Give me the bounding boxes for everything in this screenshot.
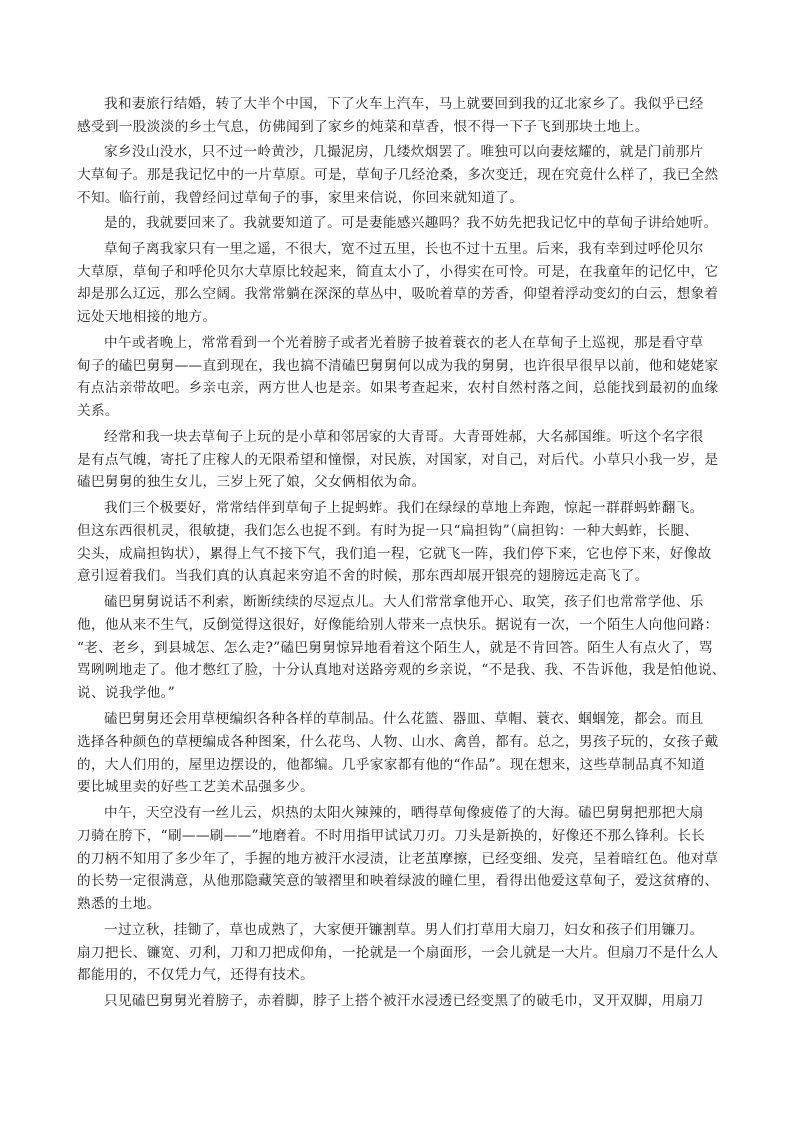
paragraph: [77, 497, 729, 589]
text-line: 磕巴舅舅的独生女儿，三岁上死了娘，父女俩相依为命。: [77, 474, 426, 491]
text-line: 是有点气魄，寄托了庄稼人的无限希望和憧憬，对民族，对国家，对自己，对后代。小草只小我一岁，是: [77, 451, 719, 468]
text-line: 意引逗着我们。当我们真的认真起来穷追不舍的时候，那东西却展开银亮的翅膀远走高飞了。: [77, 568, 649, 585]
text-line: 不知。临行前，我曾经问过草甸子的事，家里来信说，你回来就知道了。: [77, 190, 524, 207]
text-line: 家乡没山没水，只不过一岭黄沙，几撮泥房，几缕炊烟罢了。唯独可以向妻炫耀的，就是门前那片: [104, 144, 704, 161]
text-line: 选择各种颜色的草梗编成各种图案，什么花鸟、人物、山水、禽兽，都有。总之，男孩子玩的，女孩子戴: [77, 733, 719, 750]
text-line: 但这东西很机灵，很敏捷，我们怎么也捉不到。有时为捉一只“扁担钩”（扁担钩：一种大蚂蚱，长腿、: [77, 522, 699, 539]
text-line: 大草甸子。那是我记忆中的一片草原。可是，草甸子几经沧桑，多次变迁，现在究竟什么样了，我已全然: [77, 167, 719, 184]
text-line: 说、说我学他。”: [77, 685, 176, 702]
paragraph: [77, 212, 729, 235]
paragraph: [77, 332, 729, 424]
text-line: 草甸子离我家只有一里之遥，不很大，宽不过五里，长也不过十五里。后来，我有幸到过呼伦贝尔: [104, 240, 704, 257]
text-line: 的刀柄不知用了多少年了，手握的地方被汗水浸渍，让老茧摩擦，已经变细、发亮，呈着暗红色。他对草: [77, 850, 719, 867]
text-line: 熟悉的土地。: [77, 896, 161, 913]
text-line: 远处天地相接的地方。: [77, 309, 217, 326]
paragraph: [77, 990, 729, 1013]
paragraph: [77, 708, 729, 800]
text-line: 有点沾亲带故吧。乡亲屯亲，两方世人也是亲。如果考查起来，农村自然村落之间，总能找到最初的血缘: [77, 380, 719, 397]
paragraph: [77, 141, 729, 210]
paragraph: [77, 238, 729, 330]
text-line: 磕巴舅舅说话不利索，断断续续的尽逗点儿。大人们常常拿他开心、取笑，孩子们也常常学他、乐: [104, 593, 704, 610]
paragraph: [77, 919, 729, 988]
text-line: 磕巴舅舅还会用草梗编织各种各样的草制品。什么花篮、器皿、草帽、蓑衣、蝈蝈笼，都会。而且: [104, 710, 704, 727]
paragraph: [77, 591, 729, 706]
text-line: 都能用的，不仅凭力气，还得有技术。: [77, 967, 315, 984]
text-line: 骂咧咧地走了。他才憋红了脸，十分认真地对送路旁观的乡亲说，“不是我、我、不告诉他，我是怕他说、: [77, 662, 726, 679]
text-line: 中午，天空没有一丝儿云，炽热的太阳火辣辣的，晒得草甸像疲倦了的大海。磕巴舅舅把那把大扇: [104, 804, 704, 821]
paragraph: [77, 93, 729, 139]
text-line: 只见磕巴舅舅光着膀子，赤着脚，脖子上搭个被汗水浸透已经变黑了的破毛巾，叉开双脚，用扇刀: [104, 992, 704, 1009]
text-line: 感受到一股淡淡的乡土气息，仿佛闻到了家乡的炖菜和草香，恨不得一下子飞到那块土地上。: [77, 118, 649, 135]
text-line: 我们三个极要好，常常结伴到草甸子上捉蚂蚱。我们在绿绿的草地上奔跑，惊起一群群蚂蚱翻飞。: [104, 499, 704, 516]
text-line: “老、老乡，到县城怎、怎么走?”磕巴舅舅惊异地看着这个陌生人，就是不肯回答。陌生人有点火了，骂: [77, 639, 713, 656]
text-line: 的长势一定很满意，从他那隐藏笑意的皱褶里和映着绿波的瞳仁里，看得出他爱这草甸子，爱这贫瘠的、: [77, 873, 719, 890]
text-line: 是的，我就要回来了。我就要知道了。可是妻能感兴趣吗？我不妨先把我记忆中的草甸子讲给她听。: [104, 215, 718, 232]
text-line: 甸子的磕巴舅舅——直到现在，我也搞不清磕巴舅舅何以成为我的舅舅，也许很早很早以前，他和姥姥家: [77, 357, 719, 374]
text-line: 要比城里卖的好些工艺美术品强多少。: [77, 779, 315, 796]
text-line: 他，他从来不生气，反倒觉得这很好，好像能给别人带来一点快乐。据说有一次，一个陌生人向他问路：: [77, 616, 719, 633]
text-line: 一过立秋，挂锄了，草也成熟了，大家便开镰割草。男人们打草用大扇刀，妇女和孩子们用镰刀。: [104, 921, 704, 938]
text-line: 经常和我一块去草甸子上玩的是小草和邻居家的大青哥。大青哥姓郝，大名郝国维。听这个名字很: [104, 428, 704, 445]
text-line: 的，大人们用的，屋里边摆设的，他都编。几乎家家都有他的“作品”。现在想来，这些草制品真不知道: [77, 756, 706, 773]
text-line: 关系。: [77, 403, 119, 420]
text-line: 尖头，成扁担钩状），累得上气不接下气，我们追一程，它就飞一阵，我们停下来，它也停下来，好像故: [77, 545, 712, 562]
text-line: 刀骑在胯下，“刷——刷——”地磨着。不时用指甲试试刀刃。刀头是新换的，好像还不那么锋利。长长: [77, 827, 706, 844]
text-line: 却是那么辽远，那么空阔。我常常躺在深深的草丛中，吸吮着草的芳香，仰望着浮动变幻的白云，想象着: [77, 286, 719, 303]
text-line: 我和妻旅行结婚，转了大半个中国，下了火车上汽车，马上就要回到我的辽北家乡了。我似乎已经: [104, 96, 704, 112]
paragraph: [77, 426, 729, 495]
text-line: 中午或者晚上，常常看到一个光着膀子或者光着膀子披着蓑衣的老人在草甸子上巡视，那是看守草: [104, 334, 704, 351]
text-line: 扇刀把长、镰宽、刃利，刀和刀把成仰角，一抡就是一个扇面形，一会儿就是一大片。但扇刀不是什么人: [77, 944, 719, 961]
text-line: 大草原，草甸子和呼伦贝尔大草原比较起来，简直太小了，小得实在可怜。可是，在我童年的记忆中，它: [77, 263, 719, 280]
paragraph: [77, 802, 729, 917]
